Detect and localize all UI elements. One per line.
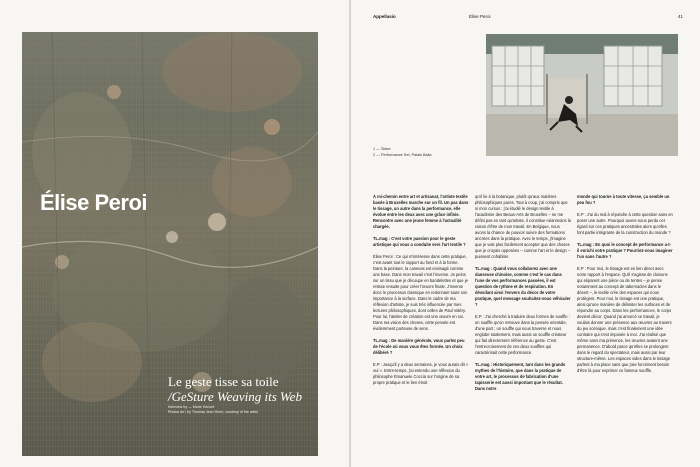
title-english: /GeSture Weaving its Web <box>168 389 302 404</box>
performance-photo <box>486 34 678 156</box>
photo-credit <box>168 405 258 415</box>
left-page <box>0 0 349 467</box>
text-column-1 <box>373 194 469 392</box>
lead-paragraph: À mi-chemin entre art et artisanat, l'artiste textile basée à Bruxelles marche sur un fil. Un pas dans le tissage, un autre dans la performance, elle évolue entre les deux avec une grâce infinie. Rencontre avec une jeune femme à l'actualité chargée. <box>373 194 469 229</box>
question: TL.mag : De manière générale, vous parlez peu de l'école où vous vous êtes formée. Un choix délibéré ? <box>373 338 465 355</box>
credit-interview: Interview by — Marie Honoré <box>168 405 215 409</box>
page-number: 41 <box>678 14 684 19</box>
caption-2: 2 — Performance Set, Palais Balia <box>373 153 432 157</box>
question: TL.mag : En quoi le concept de performance a-t-il enrichi votre pratique ? Pourriez-vous imaginer l'un sans l'autre ? <box>577 242 673 259</box>
artwork-image <box>22 32 318 456</box>
text-column-2 <box>475 194 571 398</box>
artist-name: Élise Peroi <box>40 190 148 215</box>
answer: Élise Peroi : Ce qui m'intéresse dans cette pratique, c'est avant tout le rapport au fond et à la forme. Dans la peinture, la canevas est envisagé comme une base. Dans mon travail c'est l'inverse. Je peins sur un tissu que je découpe en bandelettes et que je retisse ensuite pour créer l'œuvre finale. J'inverse donc le processus classique en redonnant toute son importance à la surface. Dans le cadre de ma réflexion d'artiste, je suis très influencée par mes lectures philosophiques, dont celles de Paul Valéry. Pour lui, l'atelier de création est une œuvre en soi. Dans ma vision des choses, cette pensée est évidemment porteuse de sens. <box>373 254 468 331</box>
question: TL.mag : Historiquement, tant dans les grands mythes de l'histoire, que dans la pratique de votre art, le processus de fabrication d'une tapisserie est aussi important que le résultat. Dans notre <box>475 362 566 391</box>
photo-captions <box>373 146 431 158</box>
answer: E.P : J'ai du mal à répondre à cette question sans en poser une autre. Pourquoi avons-nous perdu cet égard sur ces pratiques ancestrales alors qu'elles font partie intégrante de la construction du monde ? <box>577 212 673 235</box>
credit-photos: Photos de / by Thomas Jean Henri, courtesy of the artist <box>168 410 258 414</box>
right-page <box>351 0 700 467</box>
performance-scene-illustration <box>486 34 678 156</box>
answer: E.P : Jusqu'il y a deux semaines, je vous aurais dit « oui ». Entre-temps, j'ai entendu une réflexion du philosophe Emanuele Coccia sur l'origine de sa propre pratique et le lien étroit <box>373 362 469 385</box>
answer: qu'il lie à la botanique, plutôt qu'aux matières philosophiques pures. Tout à coup, j'ai compris que si mon cursus : j'ai étudié le design textile à l'académie des Beaux-Arts de Bruxelles – ne me défini pas en tant qu'artiste, il constitue néanmoins la raison d'être de mon travail. En Belgique, nous avons la chance de pouvoir suivre des formations ancrées dans la pratique. Avec le temps, j'imagine que je vais plus facilement accepter que des choses que je croyais opposées – comme l'art et le design – puissent cohabiter. <box>475 194 571 259</box>
article-title <box>168 374 302 404</box>
text-column-3 <box>577 194 673 380</box>
question: TL.mag : Quand vous collaborez avec une danseuse chinoise, comme c'est le cas dans l'une de vos performances passées, il est question de rythme et de respiration. En dévoilant ainsi l'envers du décor de votre pratique, quel message souhaitez-vous véhiculer ? <box>475 266 571 307</box>
title-french: Le geste tisse sa toile <box>168 374 279 389</box>
answer: E.P : Pour moi, le tissage est en lien direct avec notre rapport à l'espace. Qu'il s'agisse de cloisons qui séparent une pièce ou de tentes – je pense notamment au concept de tabernacles dans le désert –, le textile crée des espaces qui nous protègent. Pour moi, le tissage est une pratique, ainsi qu'une manière de délimiter les surfaces et de répondre au corps. Dans les performances, le corps devient décor. Quand j'ai amorcé ce travail, je voulais donner une présence aux œuvres au travers du jeu scénique, mais c'est finalement une idée contraire qui s'est imposée à moi. J'ai réalisé que même sans ma présence, les œuvres avaient une permanence. D'abord parce qu'elles se prolongent dans le regard du spectateur, mais aussi par leur structure-même. Les espaces vides dans le tissage parlent à ma place sans que j'aie forcément besoin d'être là pour exprimer ce fameux souffle. <box>577 266 672 373</box>
running-header-section: Appellasio <box>373 14 396 19</box>
caption-1: 1 — Sister <box>373 147 391 151</box>
running-header-name: Élise Peroi <box>469 14 491 19</box>
question: monde qui tourne à toute vitesse, ça semble un peu fou ? <box>577 194 670 205</box>
answer: E.P : J'ai cherché à traduire deux formes de souffle : un souffle qu'on retrouve dans la pensée orientale, d'une part ; un souffle qui nous traverse et nous englobe totalement, mais aussi un souffle créateur qui fait directement référence au geste. C'est l'entrecroisement de ces deux souffles qui caractérisait cette performance. <box>475 314 570 355</box>
question: TL.mag : C'est votre passion pour le geste artistique qui vous a conduite vers l'art textile ? <box>373 236 466 247</box>
